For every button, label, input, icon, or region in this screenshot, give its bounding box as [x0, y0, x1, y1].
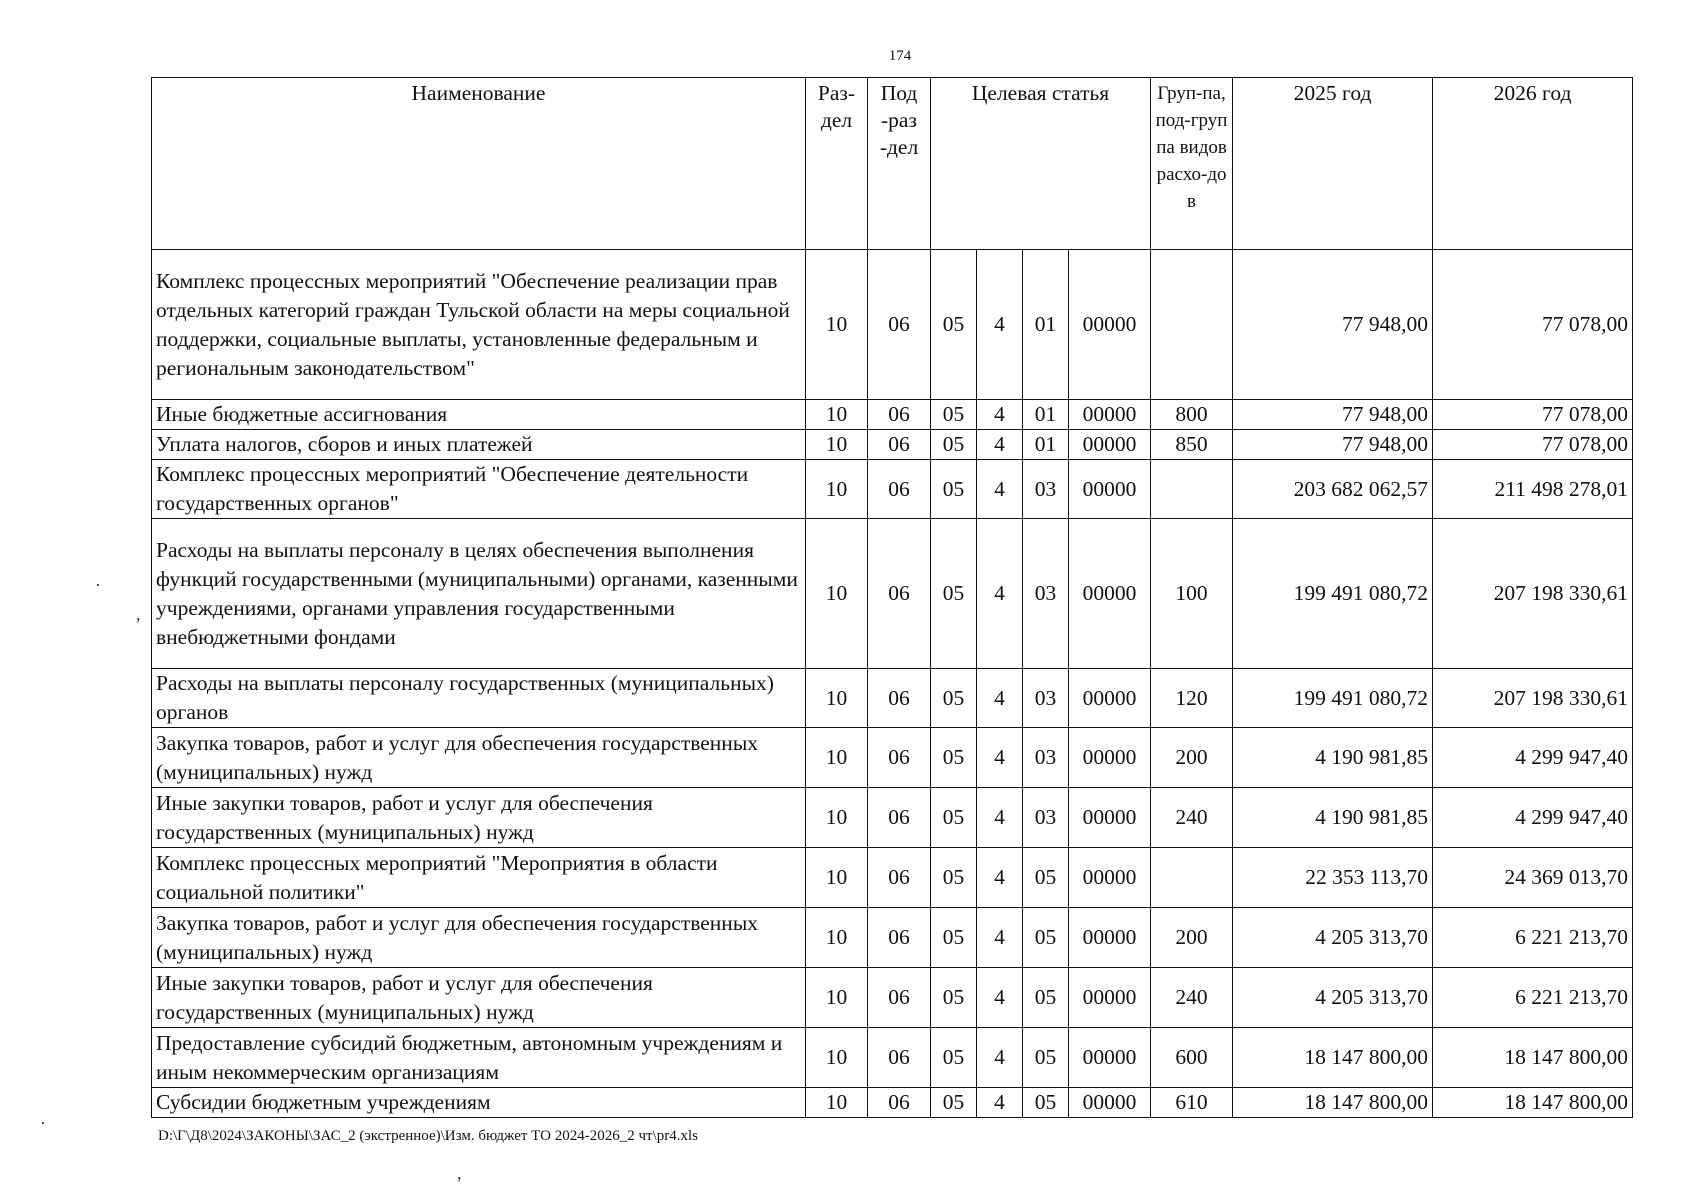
row-podrazdel: 06	[868, 250, 931, 400]
row-celevaya-1: 05	[931, 400, 977, 430]
row-razdel: 10	[806, 250, 868, 400]
header-razdel	[806, 78, 868, 250]
row-razdel: 10	[806, 1088, 868, 1118]
row-name: Комплекс процессных мероприятий "Обеспечение реализации прав отдельных категорий граждан Тульской области на меры социальной поддержки, социальные выплаты, установленные федеральным и региональным законодательством"	[152, 250, 806, 400]
row-2025: 77 948,00	[1233, 400, 1433, 430]
row-razdel: 10	[806, 519, 868, 669]
row-razdel: 10	[806, 1028, 868, 1088]
row-2026: 4 299 947,40	[1433, 728, 1633, 788]
row-2026: 207 198 330,61	[1433, 519, 1633, 669]
header-gruppa	[1151, 78, 1233, 250]
row-celevaya-1: 05	[931, 250, 977, 400]
row-celevaya-1: 05	[931, 908, 977, 968]
row-celevaya-4: 00000	[1069, 788, 1151, 848]
table-row	[152, 1088, 1633, 1118]
row-gruppa	[1151, 250, 1233, 400]
row-celevaya-2: 4	[977, 788, 1023, 848]
row-2026: 24 369 013,70	[1433, 848, 1633, 908]
stray-mark: ,	[136, 604, 141, 624]
row-2025: 4 205 313,70	[1233, 908, 1433, 968]
row-gruppa: 120	[1151, 669, 1233, 728]
row-name: Расходы на выплаты персоналу государственных (муниципальных) органов	[152, 669, 806, 728]
table-row	[152, 1028, 1633, 1088]
row-celevaya-4: 00000	[1069, 968, 1151, 1028]
row-2026: 77 078,00	[1433, 400, 1633, 430]
row-celevaya-4: 00000	[1069, 430, 1151, 460]
row-2025: 77 948,00	[1233, 250, 1433, 400]
row-razdel: 10	[806, 669, 868, 728]
row-celevaya-3: 03	[1023, 669, 1069, 728]
row-celevaya-2: 4	[977, 460, 1023, 519]
stray-mark: ,	[457, 1163, 462, 1183]
row-celevaya-2: 4	[977, 1028, 1023, 1088]
row-celevaya-2: 4	[977, 519, 1023, 669]
table-row	[152, 400, 1633, 430]
row-celevaya-1: 05	[931, 519, 977, 669]
row-podrazdel: 06	[868, 788, 931, 848]
row-2026: 211 498 278,01	[1433, 460, 1633, 519]
row-gruppa: 600	[1151, 1028, 1233, 1088]
stray-mark: ·	[95, 575, 101, 595]
row-2025: 4 205 313,70	[1233, 968, 1433, 1028]
row-celevaya-4: 00000	[1069, 400, 1151, 430]
table-row	[152, 250, 1633, 400]
row-2026: 18 147 800,00	[1433, 1088, 1633, 1118]
row-gruppa: 200	[1151, 908, 1233, 968]
row-celevaya-4: 00000	[1069, 250, 1151, 400]
header-name: Наименование	[152, 78, 806, 250]
row-2025: 18 147 800,00	[1233, 1028, 1433, 1088]
row-2026: 6 221 213,70	[1433, 908, 1633, 968]
row-razdel: 10	[806, 908, 868, 968]
row-celevaya-3: 05	[1023, 1088, 1069, 1118]
row-name: Иные закупки товаров, работ и услуг для обеспечения государственных (муниципальных) нужд	[152, 968, 806, 1028]
row-gruppa: 100	[1151, 519, 1233, 669]
row-gruppa	[1151, 848, 1233, 908]
table-row	[152, 430, 1633, 460]
row-podrazdel: 06	[868, 1088, 931, 1118]
row-celevaya-4: 00000	[1069, 1028, 1151, 1088]
row-celevaya-3: 01	[1023, 400, 1069, 430]
header-celevaya: Целевая статья	[931, 78, 1151, 250]
row-celevaya-4: 00000	[1069, 669, 1151, 728]
row-celevaya-3: 03	[1023, 728, 1069, 788]
row-podrazdel: 06	[868, 400, 931, 430]
row-gruppa: 200	[1151, 728, 1233, 788]
row-podrazdel: 06	[868, 848, 931, 908]
row-name: Иные закупки товаров, работ и услуг для обеспечения государственных (муниципальных) нужд	[152, 788, 806, 848]
row-celevaya-2: 4	[977, 669, 1023, 728]
row-gruppa	[1151, 460, 1233, 519]
row-razdel: 10	[806, 460, 868, 519]
table-row	[152, 968, 1633, 1028]
row-celevaya-4: 00000	[1069, 848, 1151, 908]
row-2025: 77 948,00	[1233, 430, 1433, 460]
row-2026: 207 198 330,61	[1433, 669, 1633, 728]
table-row	[152, 908, 1633, 968]
row-celevaya-4: 00000	[1069, 1088, 1151, 1118]
row-celevaya-2: 4	[977, 430, 1023, 460]
table-row	[152, 848, 1633, 908]
row-name: Закупка товаров, работ и услуг для обеспечения государственных (муниципальных) нужд	[152, 908, 806, 968]
table-row	[152, 519, 1633, 669]
row-razdel: 10	[806, 788, 868, 848]
row-2025: 4 190 981,85	[1233, 788, 1433, 848]
row-gruppa: 240	[1151, 968, 1233, 1028]
row-celevaya-1: 05	[931, 669, 977, 728]
row-celevaya-1: 05	[931, 848, 977, 908]
header-2026: 2026 год	[1433, 78, 1633, 250]
table-row	[152, 728, 1633, 788]
row-podrazdel: 06	[868, 519, 931, 669]
table-row	[152, 669, 1633, 728]
row-name: Комплекс процессных мероприятий "Мероприятия в области социальной политики"	[152, 848, 806, 908]
row-name: Расходы на выплаты персоналу в целях обеспечения выполнения функций государственными (муниципальными) органами, казенными учреждениями, органами управления государственными внебюджетными фондами	[152, 519, 806, 669]
row-celevaya-1: 05	[931, 430, 977, 460]
row-celevaya-2: 4	[977, 250, 1023, 400]
row-name: Иные бюджетные ассигнования	[152, 400, 806, 430]
row-celevaya-2: 4	[977, 968, 1023, 1028]
row-2026: 77 078,00	[1433, 250, 1633, 400]
row-celevaya-1: 05	[931, 1028, 977, 1088]
row-celevaya-3: 03	[1023, 788, 1069, 848]
row-2026: 18 147 800,00	[1433, 1028, 1633, 1088]
table-header-row	[152, 78, 1633, 250]
row-name: Закупка товаров, работ и услуг для обеспечения государственных (муниципальных) нужд	[152, 728, 806, 788]
table-row	[152, 788, 1633, 848]
row-2025: 199 491 080,72	[1233, 669, 1433, 728]
row-name: Субсидии бюджетным учреждениям	[152, 1088, 806, 1118]
row-celevaya-1: 05	[931, 460, 977, 519]
row-2026: 4 299 947,40	[1433, 788, 1633, 848]
row-celevaya-3: 03	[1023, 460, 1069, 519]
row-celevaya-4: 00000	[1069, 908, 1151, 968]
stray-mark: ·	[40, 1113, 46, 1133]
row-podrazdel: 06	[868, 460, 931, 519]
row-celevaya-3: 05	[1023, 848, 1069, 908]
row-celevaya-3: 05	[1023, 908, 1069, 968]
row-razdel: 10	[806, 728, 868, 788]
row-name: Комплекс процессных мероприятий "Обеспечение деятельности государственных органов"	[152, 460, 806, 519]
row-celevaya-3: 01	[1023, 250, 1069, 400]
row-celevaya-1: 05	[931, 728, 977, 788]
row-podrazdel: 06	[868, 669, 931, 728]
row-podrazdel: 06	[868, 1028, 931, 1088]
row-podrazdel: 06	[868, 430, 931, 460]
row-2025: 203 682 062,57	[1233, 460, 1433, 519]
row-celevaya-2: 4	[977, 908, 1023, 968]
row-gruppa: 240	[1151, 788, 1233, 848]
row-razdel: 10	[806, 968, 868, 1028]
row-celevaya-1: 05	[931, 1088, 977, 1118]
budget-table	[151, 77, 1633, 1118]
header-podrazdel-text: Под-раз-дел	[879, 81, 919, 159]
row-celevaya-3: 05	[1023, 968, 1069, 1028]
row-gruppa: 850	[1151, 430, 1233, 460]
row-celevaya-4: 00000	[1069, 728, 1151, 788]
row-podrazdel: 06	[868, 968, 931, 1028]
row-name: Уплата налогов, сборов и иных платежей	[152, 430, 806, 460]
header-gruppa-text: Груп-па, под-группа видов расхо-дов	[1155, 83, 1228, 212]
header-2025: 2025 год	[1233, 78, 1433, 250]
row-celevaya-3: 01	[1023, 430, 1069, 460]
row-2026: 6 221 213,70	[1433, 968, 1633, 1028]
footer-file-path: D:\Г\Д8\2024\ЗАКОНЫ\ЗАС_2 (экстренное)\Изм. бюджет ТО 2024-2026_2 чт\pr4.xls	[158, 1128, 698, 1144]
row-celevaya-3: 05	[1023, 1028, 1069, 1088]
row-podrazdel: 06	[868, 728, 931, 788]
row-2025: 18 147 800,00	[1233, 1088, 1433, 1118]
row-razdel: 10	[806, 400, 868, 430]
row-celevaya-4: 00000	[1069, 519, 1151, 669]
page-number: 174	[888, 48, 912, 64]
row-2025: 4 190 981,85	[1233, 728, 1433, 788]
row-celevaya-1: 05	[931, 968, 977, 1028]
row-celevaya-2: 4	[977, 1088, 1023, 1118]
row-celevaya-2: 4	[977, 728, 1023, 788]
row-podrazdel: 06	[868, 908, 931, 968]
row-gruppa: 610	[1151, 1088, 1233, 1118]
header-razdel-text: Раз-дел	[817, 81, 856, 132]
row-name: Предоставление субсидий бюджетным, автономным учреждениям и иным некоммерческим организациям	[152, 1028, 806, 1088]
row-celevaya-1: 05	[931, 788, 977, 848]
row-2025: 22 353 113,70	[1233, 848, 1433, 908]
header-podrazdel	[868, 78, 931, 250]
row-2025: 199 491 080,72	[1233, 519, 1433, 669]
row-celevaya-2: 4	[977, 848, 1023, 908]
row-razdel: 10	[806, 848, 868, 908]
row-gruppa: 800	[1151, 400, 1233, 430]
row-razdel: 10	[806, 430, 868, 460]
row-celevaya-2: 4	[977, 400, 1023, 430]
table-row	[152, 460, 1633, 519]
row-celevaya-4: 00000	[1069, 460, 1151, 519]
row-2026: 77 078,00	[1433, 430, 1633, 460]
row-celevaya-3: 03	[1023, 519, 1069, 669]
